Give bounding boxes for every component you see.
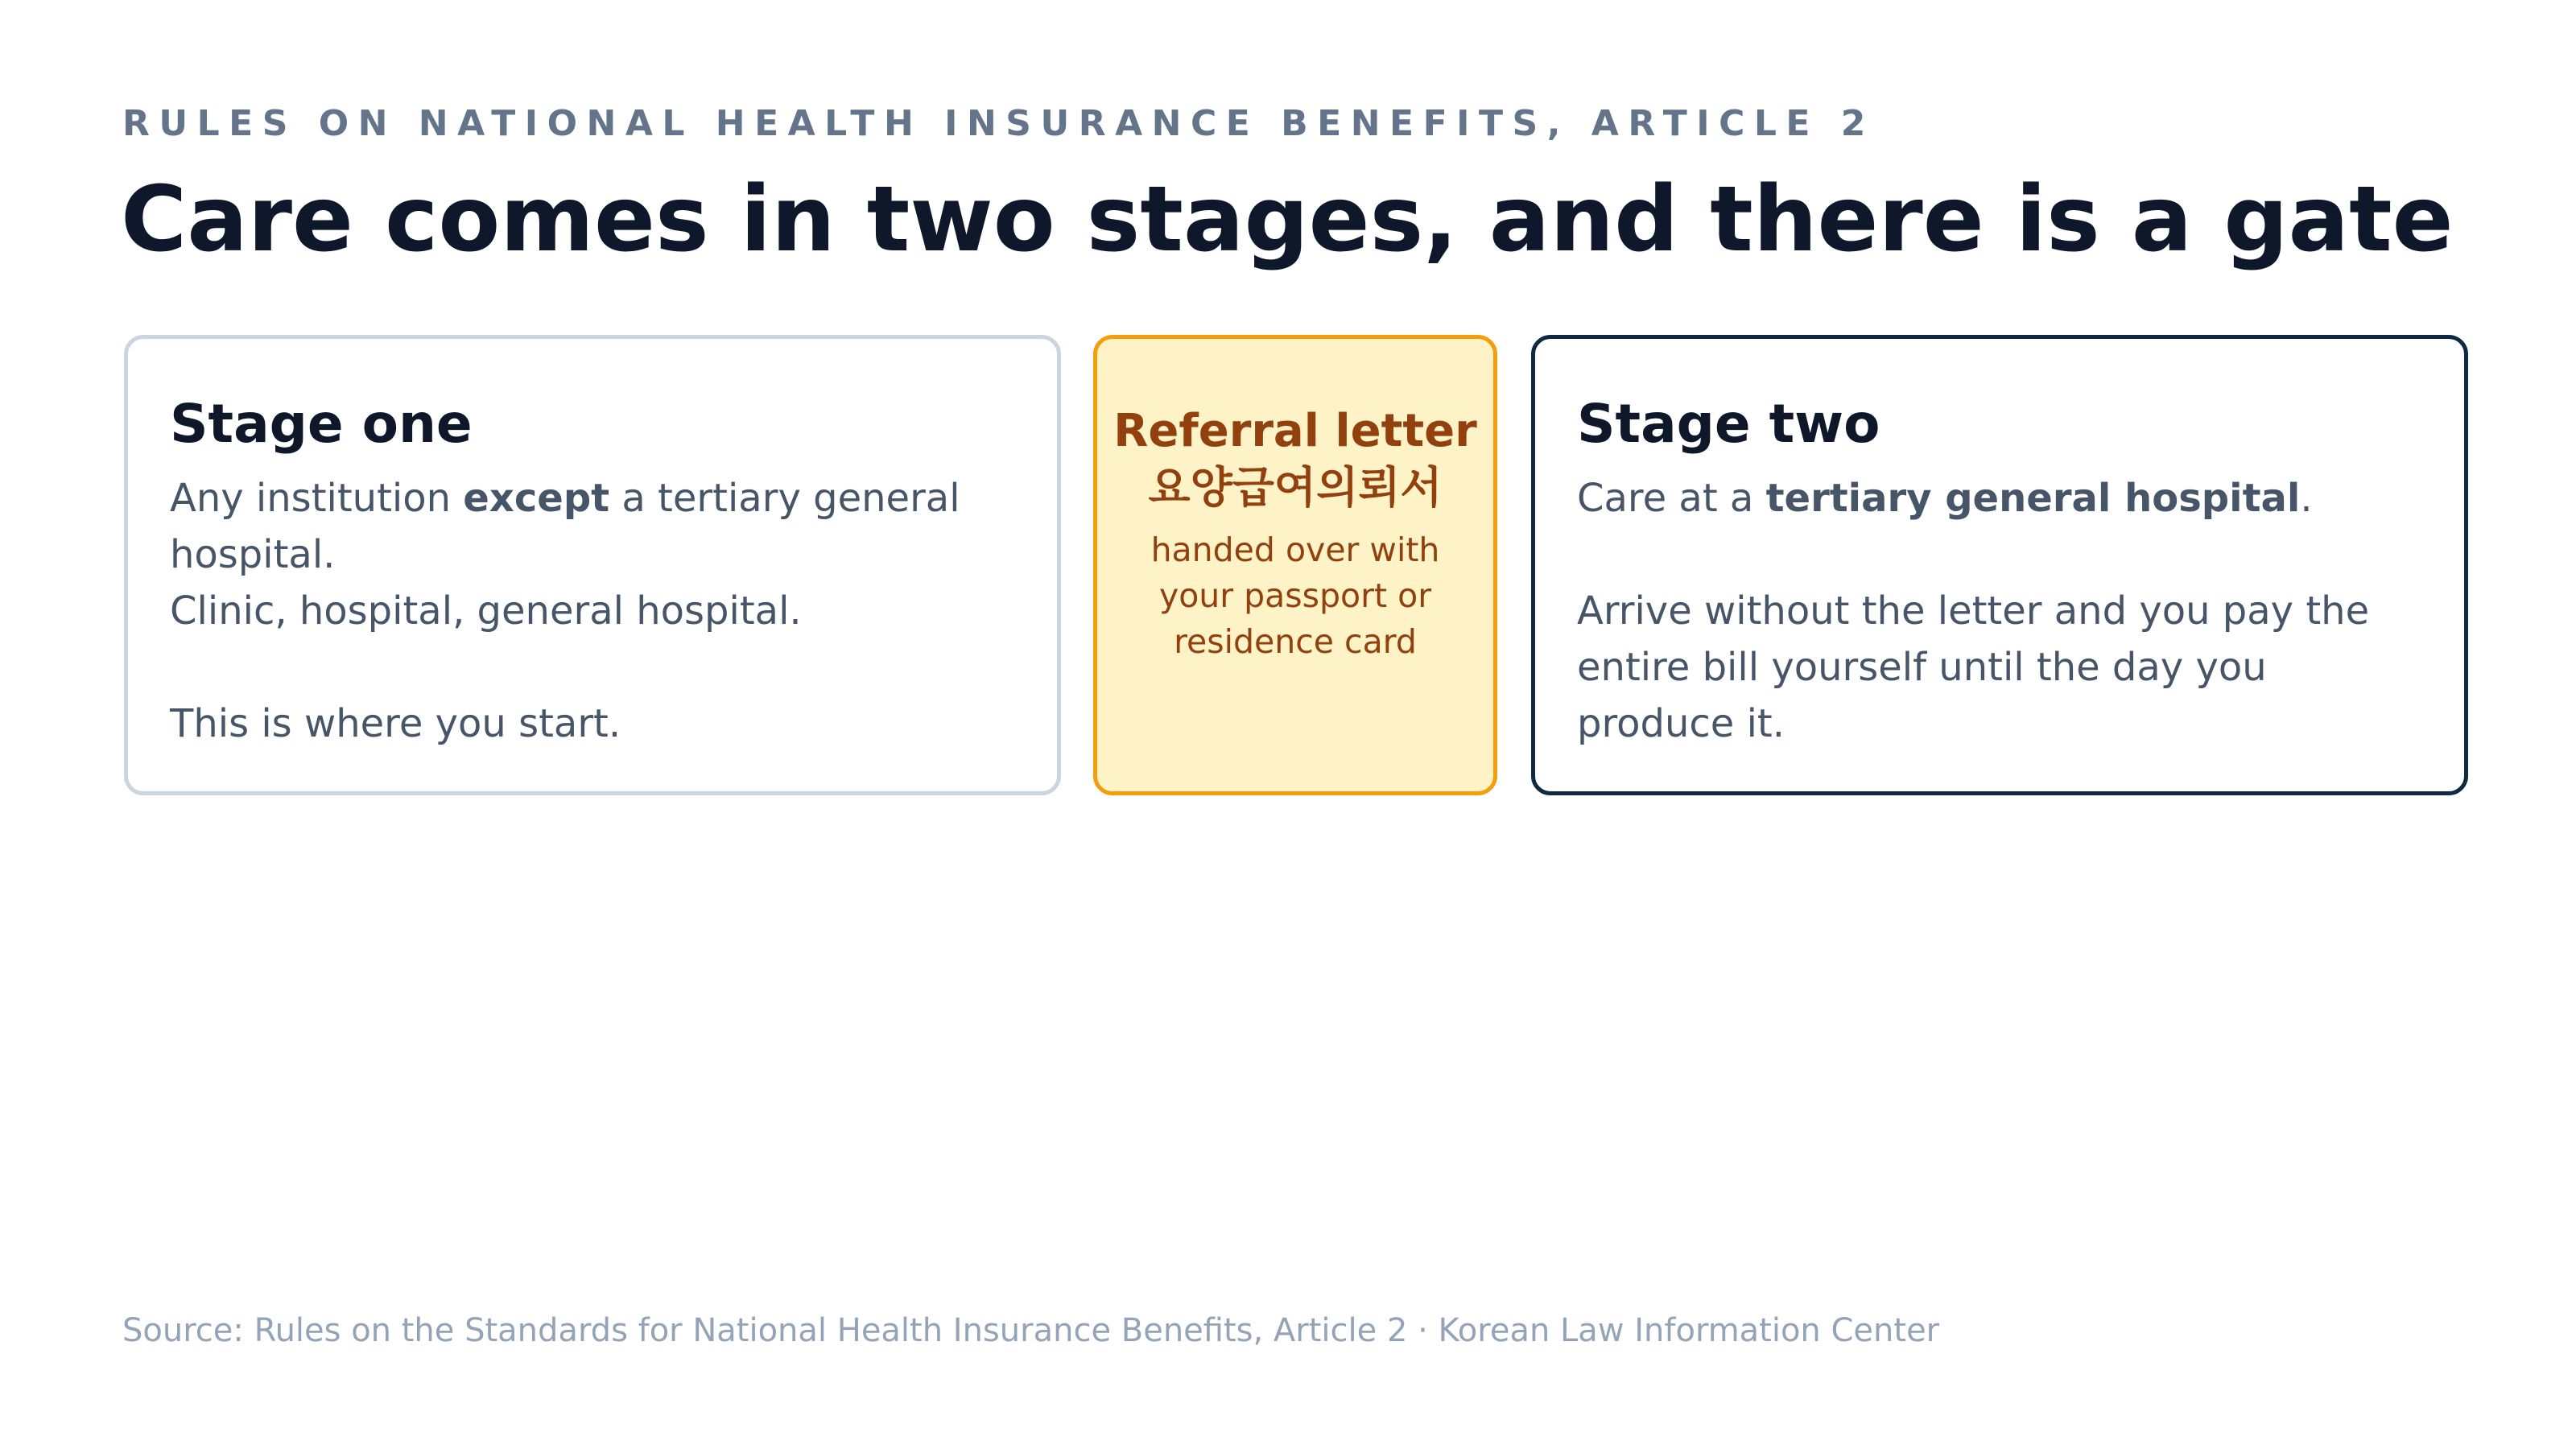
document-kicker: RULES ON NATIONAL HEALTH INSURANCE BENEFITS, ARTICLE 2 — [122, 103, 1875, 144]
stage-two-body — [1577, 470, 2422, 752]
stage-one-body — [170, 470, 1015, 752]
stage-two-heading: Stage two — [1577, 393, 1880, 455]
stage-one-emphasis: except — [463, 476, 610, 522]
referral-gate-card — [1093, 335, 1497, 795]
stage-one-line-2: Clinic, hospital, general hospital. — [170, 588, 802, 634]
stage-two-emphasis: tertiary general hospital — [1765, 476, 2301, 522]
source-citation: Source: Rules on the Standards for National Health Insurance Benefits, Article 2 · Korean Law Information Center — [122, 1312, 1940, 1349]
stage-two-line-1-end: . — [2300, 476, 2313, 522]
gate-korean-title: 요양급여의뢰서 — [1148, 462, 1443, 513]
stage-two-line-1-start: Care at a — [1577, 476, 1766, 522]
gate-title: Referral letter — [1113, 405, 1477, 457]
stage-one-line-1 — [170, 470, 1015, 583]
stage-one-heading: Stage one — [170, 393, 473, 455]
stage-two-line-2: Arrive without the letter and you pay the entire bill yourself until the day you produce it. — [1577, 588, 2370, 747]
stage-one-card — [124, 335, 1061, 795]
gate-note: handed over with your passport or residence card — [1150, 530, 1440, 661]
stage-one-spacer — [170, 639, 1015, 696]
page-title: Care comes in two stages, and there is a gate — [121, 167, 2454, 272]
stage-two-spacer — [1577, 526, 2422, 583]
stage-one-line-1-start: Any institution — [170, 476, 464, 522]
stage-one-line-3: This is where you start. — [170, 701, 621, 747]
stage-one-line-1-end: a tertiary general hospital. — [170, 476, 960, 578]
stage-two-card — [1531, 335, 2468, 795]
stage-two-line-1 — [1577, 470, 2422, 526]
